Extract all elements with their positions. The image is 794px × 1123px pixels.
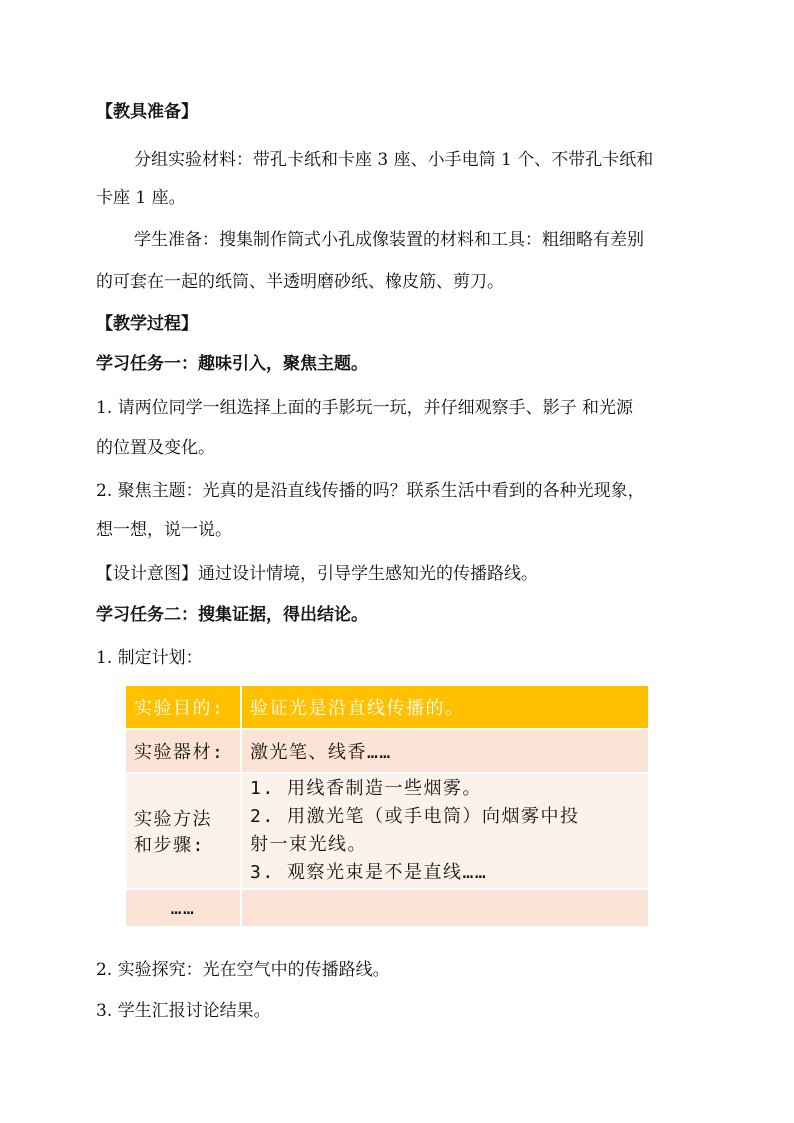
- task1-item2-cont: 想一想，说一说。: [96, 520, 232, 540]
- prep-student: 学生准备：搜集制作筒式小孔成像装置的材料和工具：粗细略有差别: [134, 230, 644, 250]
- task1-heading: 学习任务一：趣味引入，聚焦主题。: [96, 354, 368, 374]
- method-label: [126, 773, 241, 889]
- method-steps: [241, 773, 649, 889]
- method-label-line1: 实验方法: [134, 809, 212, 830]
- purpose-value: 验证光是沿直线传播的。: [241, 686, 649, 729]
- prep-group-materials-cont: 卡座 1 座。: [96, 188, 186, 208]
- prep-group-materials: 分组实验材料：带孔卡纸和卡座 3 座、小手电筒 1 个、不带孔卡纸和: [134, 150, 654, 170]
- prep-heading: 【教具准备】: [96, 102, 198, 122]
- design-intent: 【设计意图】通过设计情境，引导学生感知光的传播路线。: [96, 564, 538, 584]
- table-row-method: [126, 773, 649, 889]
- task2-item1: 1. 制定计划：: [96, 648, 203, 668]
- task2-item2: 2. 实验探究：光在空气中的传播路线。: [96, 960, 390, 980]
- table-row-more: [126, 889, 649, 927]
- step-item: 3. 观察光束是不是直线……: [250, 862, 488, 883]
- task2-heading: 学习任务二：搜集证据，得出结论。: [96, 605, 368, 625]
- method-label-line2: 和步骤:: [134, 835, 205, 856]
- task1-item2: 2. 聚焦主题：光真的是沿直线传播的吗？联系生活中看到的各种光现象，: [96, 481, 645, 501]
- step-item: 射一束光线。: [250, 834, 367, 855]
- task2-item3: 3. 学生汇报讨论结果。: [96, 1001, 271, 1021]
- table-row-materials: [126, 729, 649, 773]
- more-label: ……: [126, 889, 241, 927]
- task1-item1: 1. 请两位同学一组选择上面的手影玩一玩，并仔细观察手、影子 和光源: [96, 398, 634, 418]
- materials-label: 实验器材:: [126, 729, 241, 773]
- table-row-purpose: [126, 686, 649, 729]
- purpose-label: 实验目的:: [126, 686, 241, 729]
- step-item: 2. 用激光笔（或手电筒）向烟雾中投: [250, 806, 580, 827]
- step-item: 1. 用线香制造一些烟雾。: [250, 778, 483, 799]
- task1-item1-cont: 的位置及变化。: [96, 438, 215, 458]
- materials-value: 激光笔、线香……: [241, 729, 649, 773]
- prep-student-cont: 的可套在一起的纸筒、半透明磨砂纸、橡皮筋、剪刀。: [96, 272, 504, 292]
- process-heading: 【教学过程】: [96, 314, 198, 334]
- experiment-plan-table: [126, 686, 650, 928]
- more-value: [241, 889, 649, 927]
